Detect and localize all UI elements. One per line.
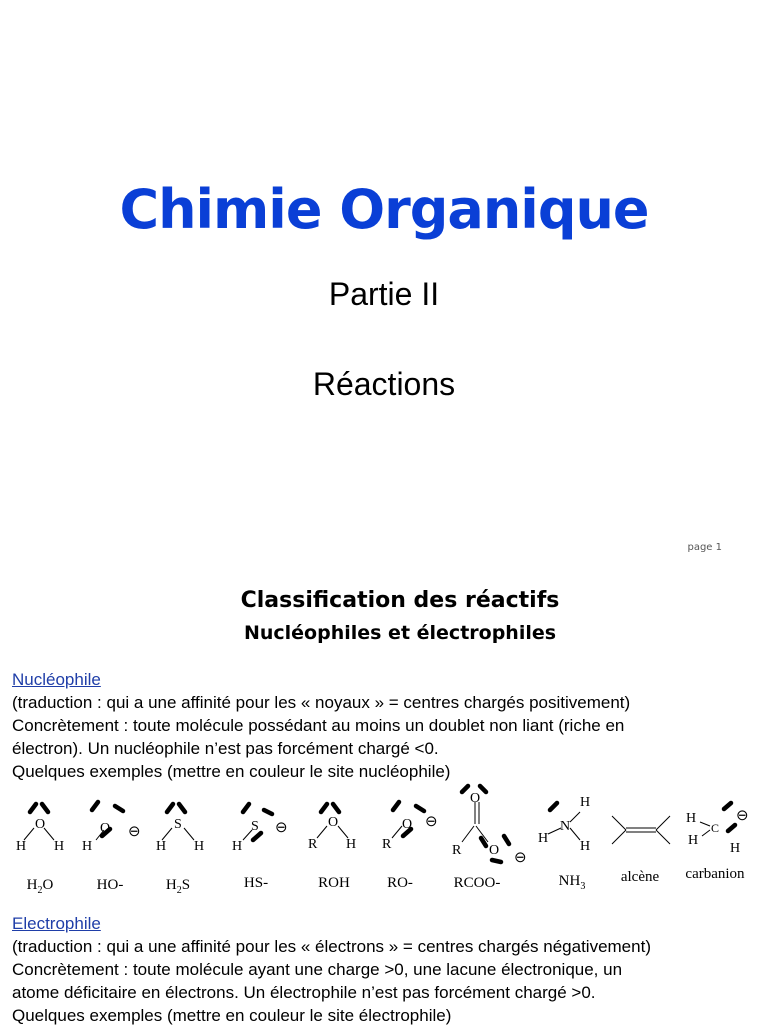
example-label: HS- — [243, 875, 269, 891]
atom-h: H — [580, 795, 591, 810]
example-label: $H_2O$ — [26, 877, 54, 896]
example-label: ROH — [318, 875, 350, 891]
atom-o: O — [328, 815, 339, 830]
electrophile-link[interactable]: Electrophile — [12, 914, 101, 933]
atom-h: H — [346, 837, 357, 852]
example-label: RO- — [387, 875, 413, 891]
example-label: RCOO- — [453, 875, 501, 891]
atom-h: H — [194, 839, 205, 854]
slide-title: Chimie Organique — [119, 178, 649, 241]
electrophile-line-2: Concrètement : toute molécule ayant une charge >0, une lacune électronique, un — [12, 960, 623, 979]
atom-s: S — [174, 817, 182, 832]
nucleophile-block — [12, 668, 762, 783]
page-number: page 1 — [687, 542, 722, 553]
example-label: $NH_3$ — [558, 873, 586, 892]
nucleophile-line-2: Concrètement : toute molécule possédant au moins un doublet non liant (riche en — [12, 716, 625, 735]
negative-charge-icon: ⊖ — [128, 824, 141, 840]
atom-o: O — [470, 791, 481, 806]
atom-h: H — [688, 833, 699, 848]
slide-subtitle-part: Partie II — [328, 276, 440, 312]
atom-o: O — [402, 817, 413, 832]
atom-h: H — [156, 839, 167, 854]
section-subheading: Nucléophiles et électrophiles — [243, 622, 557, 644]
electrophile-line-3: atome déficitaire en électrons. Un électrophile n’est pas forcément chargé >0. — [12, 983, 596, 1002]
electrophile-line-4: Quelques exemples (mettre en couleur le site électrophile) — [12, 1006, 452, 1025]
example-label: alcène — [620, 869, 660, 885]
atom-s: S — [251, 819, 259, 834]
atom-n: N — [560, 819, 571, 834]
atom-h: H — [730, 841, 741, 856]
nucleophile-line-3: électron). Un nucléophile n’est pas forcément chargé <0. — [12, 739, 439, 758]
atom-r: R — [382, 837, 392, 852]
atom-c: C — [711, 821, 720, 835]
example-label: carbanion — [685, 866, 745, 882]
example-label: $H_2S$ — [165, 877, 191, 896]
atom-h: H — [538, 831, 549, 846]
atom-h: H — [16, 839, 27, 854]
negative-charge-icon: ⊖ — [736, 808, 749, 824]
atom-o: O — [100, 821, 111, 836]
bond-lines — [24, 802, 710, 844]
negative-charge-icon: ⊖ — [514, 850, 527, 866]
example-label: HO- — [96, 877, 124, 893]
atom-h: H — [232, 839, 243, 854]
atom-h: H — [54, 839, 65, 854]
negative-charge-icon: ⊖ — [425, 814, 438, 830]
atom-h: H — [580, 839, 591, 854]
electrophile-line-1: (traduction : qui a une affinité pour les « électrons » = centres chargés négativement) — [12, 937, 651, 956]
section-heading: Classification des réactifs — [240, 588, 560, 613]
atom-h: H — [686, 811, 697, 826]
atom-o: O — [35, 817, 46, 832]
atom-r: R — [308, 837, 318, 852]
negative-charge-icon: ⊖ — [275, 820, 288, 836]
nucleophile-line-1: (traduction : qui a une affinité pour les « noyaux » = centres chargés positivement) — [12, 693, 631, 712]
nucleophile-line-4: Quelques exemples (mettre en couleur le site nucléophile) — [12, 762, 451, 781]
slide-subtitle-topic: Réactions — [312, 366, 456, 402]
atom-r: R — [452, 843, 462, 858]
atom-h: H — [82, 839, 93, 854]
nucleophile-structures — [0, 780, 768, 872]
electrophile-block — [12, 912, 762, 1027]
nucleophile-link[interactable]: Nucléophile — [12, 670, 101, 689]
atom-o: O — [489, 843, 500, 858]
